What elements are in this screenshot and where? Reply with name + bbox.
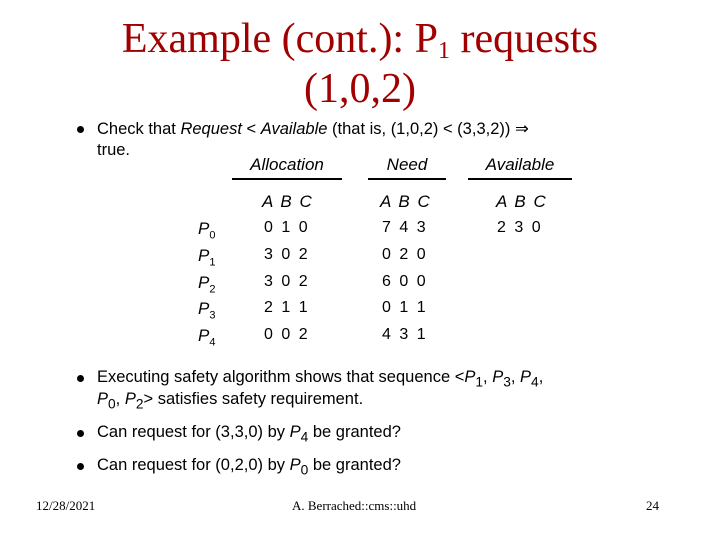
subheader-available: A B C	[496, 192, 546, 211]
header-available: Available	[485, 155, 555, 174]
slide-title	[0, 14, 720, 114]
bullet-1-text-line-2: true.	[97, 141, 131, 159]
process-label: $P_2$	[198, 273, 216, 296]
footer-date: 12/28/2021	[36, 498, 96, 513]
cell-need: 4 3 1	[382, 326, 426, 343]
bullet-1-text: Check that Request < Available (that is, (1,0,2) < (3,3,2)) ⇒	[97, 120, 529, 138]
cell-allocation: 0 0 2	[264, 326, 308, 343]
bullet-icon	[77, 430, 84, 437]
cell-need: 0 2 0	[382, 246, 426, 263]
footer-author: A. Berrached::cms::uhd	[292, 498, 417, 513]
header-allocation: Allocation	[250, 155, 324, 174]
page-number: 24	[646, 498, 659, 513]
header-rule-allocation	[232, 178, 342, 180]
cell-need: 7 4 3	[382, 219, 426, 236]
subheader-allocation: A B C	[262, 192, 312, 211]
bullet-icon	[77, 375, 84, 382]
header-rule-need	[368, 178, 446, 180]
header-rule-available	[468, 178, 572, 180]
cell-allocation: 2 1 1	[264, 299, 308, 316]
cell-available: 2 3 0	[497, 219, 541, 236]
subheader-need: A B C	[380, 192, 430, 211]
cell-allocation: 3 0 2	[264, 246, 308, 263]
title-line-2: (1,0,2)	[304, 66, 416, 112]
bullet-2-text-line-2: $P_0$, $P_2>$ satisfies safety requirement.	[97, 390, 364, 412]
cell-allocation: 3 0 2	[264, 273, 308, 290]
bullet-icon	[77, 126, 84, 133]
bullet-3-text: Can request for (3,3,0) by $P_4$ be granted?	[97, 423, 401, 445]
process-label: $P_0$	[198, 219, 216, 242]
bullet-icon	[77, 463, 84, 470]
cell-need: 0 1 1	[382, 299, 426, 316]
process-label: $P_4$	[198, 326, 216, 349]
process-label: $P_1$	[198, 246, 216, 269]
header-need: Need	[386, 155, 428, 174]
bullet-4-text: Can request for (0,2,0) by $P_0$ be granted?	[97, 456, 401, 478]
title-line-1: Example (cont.): $P_1$ requests	[121, 16, 599, 64]
cell-allocation: 0 1 0	[264, 219, 308, 236]
cell-need: 6 0 0	[382, 273, 426, 290]
bullet-2-text: Executing safety algorithm shows that sequence $<P_1$, $P_3$, $P_4$,	[97, 368, 544, 390]
process-label: $P_3$	[198, 299, 216, 322]
